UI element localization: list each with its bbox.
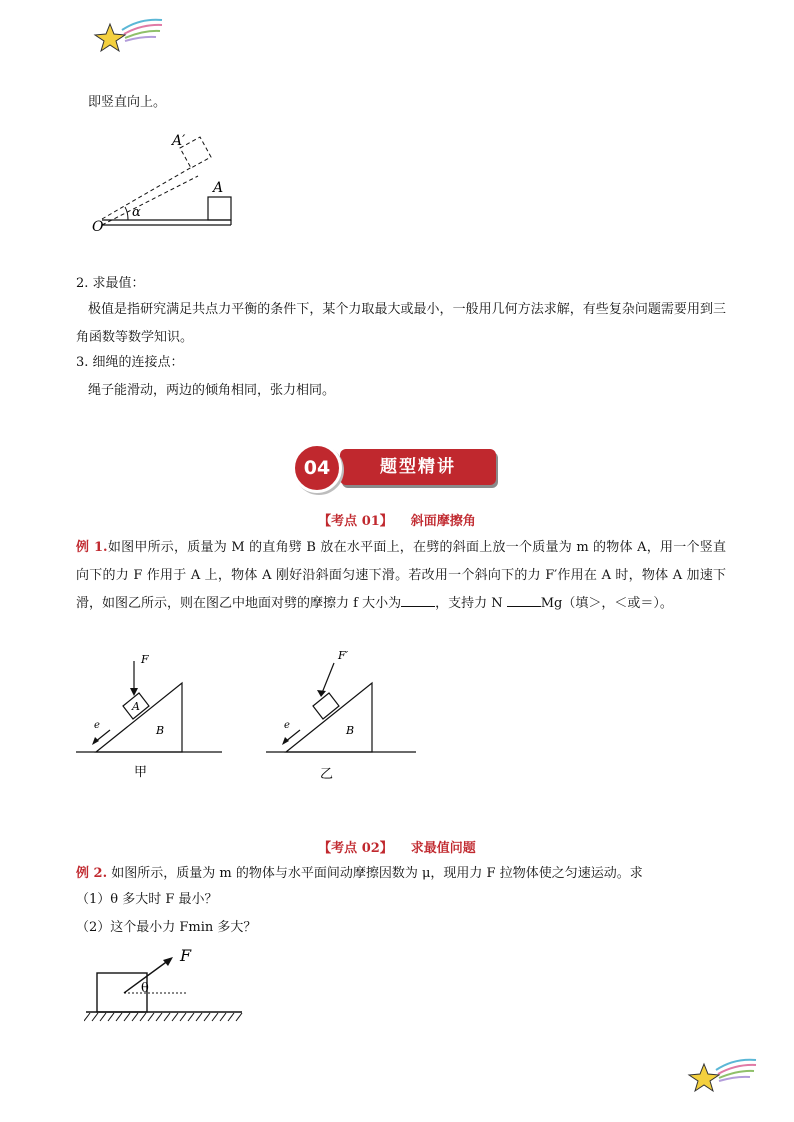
rotation-figure [88,126,238,234]
kaodian1-heading [0,510,794,529]
section-badge [292,443,504,493]
example2-text [76,864,643,884]
block-label-f: F [180,946,192,965]
label-a-prime: A′ [172,133,186,149]
label-a: A [213,180,224,196]
kaodian2-heading [0,837,794,856]
kaodian2-title: 求最值问题 [410,841,476,856]
jia-label-e: e [94,720,100,731]
jia-label-b: B [156,724,165,737]
kaodian1-tag: 【考点 01】 [318,514,393,529]
example1-part2: ，支持力 N [435,596,507,611]
shooting-star-icon [686,1056,758,1098]
example1-label: 例 1. [76,540,108,555]
figure-yi [264,645,424,790]
block-label-theta: θ [141,981,149,996]
section2-heading: 2. 求最值： [76,276,145,291]
example2-body: 如图所示，质量为 m 的物体与水平面间动摩擦因数为 μ，现用力 F 拉物体使之匀速运动。求 [111,866,643,881]
badge-label: 题型精讲 [340,449,496,485]
yi-label-f: F′ [338,649,349,662]
label-alpha: α [132,205,141,220]
example2-q2: （2）这个最小力 Fmin 多大？ [76,920,257,935]
jia-caption: 甲 [134,765,148,780]
badge-number: 04 [292,443,342,493]
example1-text [76,534,726,618]
example1-part1: 如图甲所示，质量为 M 的直角劈 B 放在水平面上，在劈的斜面上放一个质量为 m 的物体 A，用一个竖直向下的力 F 作用于 A 上，物体 A 刚好沿斜面匀速下滑。若改用一个斜向下的力 F′作用在 A 时，物体 A 加速下滑，如图乙所示，则在图乙中地面对劈的摩擦力 f 大小为 [76,540,726,611]
label-o: O [92,219,104,234]
yi-caption: 乙 [320,767,334,782]
friction-blank [401,592,435,607]
example2-label: 例 2. [76,866,108,881]
example2-q1: （1）θ 多大时 F 最小？ [76,892,218,907]
kaodian2-tag: 【考点 02】 [318,841,393,856]
jia-label-a: A [132,700,140,713]
yi-label-e: e [284,720,290,731]
section2-paragraph: 极值是指研究满足共点力平衡的条件下，某个力取最大或最小，一般用几何方法求解，有些复杂问题需要用到三角函数等数学知识。 [76,302,726,345]
example1-part3: Mg（填＞，＜或＝）。 [540,596,673,611]
yi-label-b: B [346,724,355,737]
jia-label-f: F [141,653,149,666]
kaodian1-title: 斜面摩擦角 [410,514,476,529]
support-blank [507,592,541,607]
shooting-star-icon [92,16,164,58]
intro-line: 即竖直向上。 [88,95,167,110]
section3-paragraph: 绳子能滑动，两边的倾角相同，张力相同。 [88,383,336,398]
figure-block [84,942,244,1024]
section3-heading: 3. 细绳的连接点： [76,355,184,370]
figure-jia [74,645,224,790]
